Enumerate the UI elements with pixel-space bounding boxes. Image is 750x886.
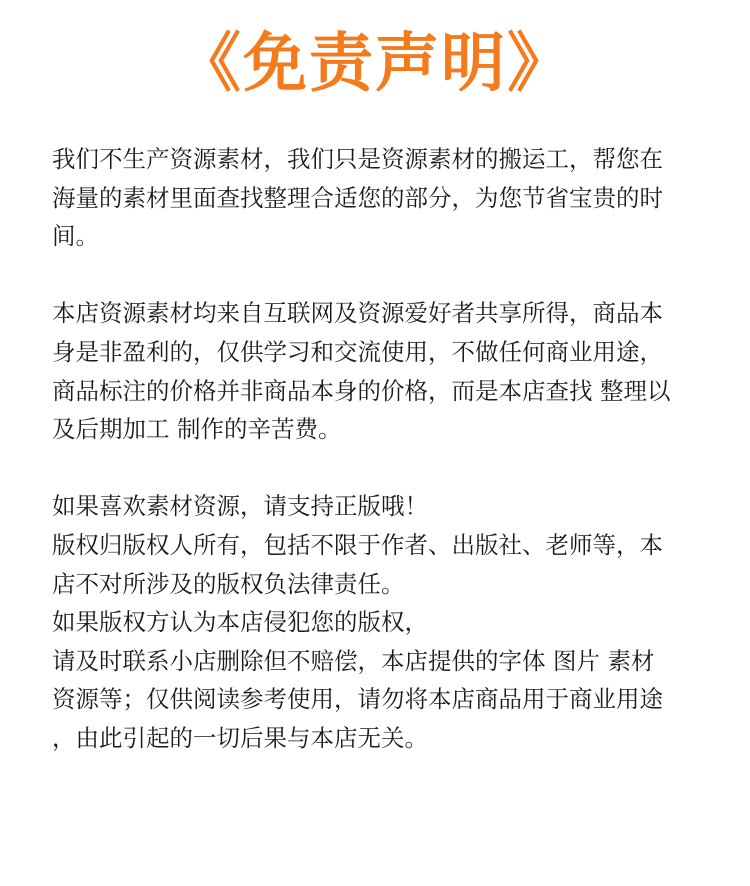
paragraph-gap	[52, 256, 712, 295]
text-line: 如果喜欢素材资源，请支持正版哦！	[52, 492, 428, 521]
page-title: 《免责声明》	[177, 27, 573, 101]
text-line: 间。	[52, 222, 99, 251]
disclaimer-body	[52, 140, 712, 758]
text-line: 海量的素材里面查找整理合适您的部分，为您节省宝贵的时	[52, 183, 663, 212]
text-line: 身是非盈利的，仅供学习和交流使用，不做任何商业用途，	[52, 337, 663, 366]
text-line: 商品标注的价格并非商品本身的价格，而是本店查找 整理以	[52, 376, 671, 405]
text-line: 请及时联系小店删除但不赔偿，本店提供的字体 图片 素材	[52, 646, 655, 675]
paragraph-intro	[52, 140, 712, 256]
paragraph-source	[52, 294, 712, 448]
text-line: 如果版权方认为本店侵犯您的版权，	[52, 608, 428, 637]
text-line: 版权归版权人所有，包括不限于作者、出版社、老师等，本	[52, 530, 663, 559]
text-line: ，由此引起的一切后果与本店无关。	[52, 723, 428, 752]
text-line: 店不对所涉及的版权负法律责任。	[52, 569, 405, 598]
text-line: 及后期加工 制作的辛苦费。	[52, 415, 342, 444]
text-line: 我们不生产资源素材，我们只是资源素材的搬运工，帮您在	[52, 145, 663, 173]
paragraph-copyright	[52, 487, 712, 757]
paragraph-gap	[52, 449, 712, 488]
text-line: 资源等；仅供阅读参考使用，请勿将本店商品用于商业用途	[52, 685, 663, 714]
text-line: 本店资源素材均来自互联网及资源爱好者共享所得，商品本	[52, 299, 663, 328]
